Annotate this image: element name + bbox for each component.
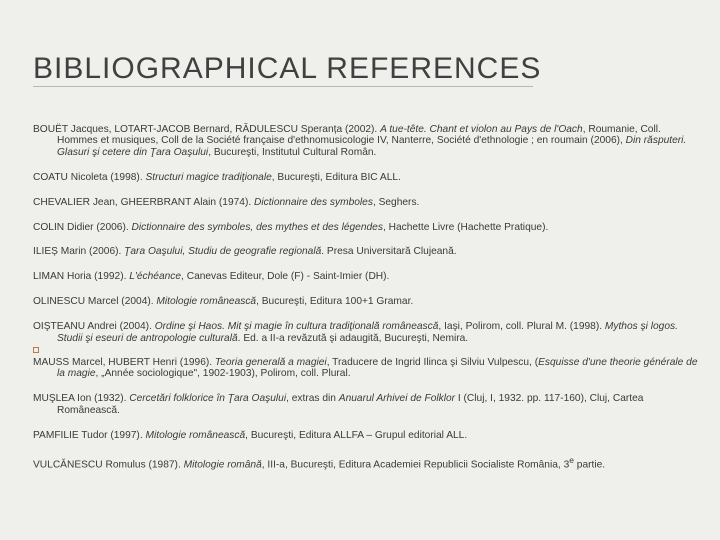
- page-title: BIBLIOGRAPHICAL REFERENCES: [33, 52, 542, 85]
- reference-item: MUŞLEA Ion (1932). Cercetări folklorice în Ţara Oaşului, extras din Anuarul Arhivei de Folklor I (Cluj, I, 1932. pp. 117-160), Cluj, Cartea Românească.: [33, 393, 644, 416]
- reference-item: COLIN Didier (2006). Dictionnaire des symboles, des mythes et des légendes, Hachette Livre (Hachette Pratique).: [33, 221, 549, 233]
- reference-item: VULCĂNESCU Romulus (1987). Mitologie română, III-a, Bucureşti, Editura Academiei Republicii Socialiste România, 3e partie.: [33, 454, 606, 470]
- reference-list: [33, 124, 699, 484]
- bullet-marker-icon: [33, 347, 39, 353]
- reference-item: COATU Nicoleta (1998). Structuri magice tradiţionale, Bucureşti, Editura BIC ALL.: [33, 171, 401, 183]
- reference-item: CHEVALIER Jean, GHEERBRANT Alain (1974). Dictionnaire des symboles, Seghers.: [33, 196, 420, 208]
- reference-item: BOUËT Jacques, LOTART-JACOB Bernard, RĂDULESCU Speranța (2002). A tue-tête. Chant et violon au Pays de l'Oach, Roumanie, Coll. Hommes et musiques, Coll de la Société française d'ethnomusicologie IV, Nanterre, Société d'ethnologie ; en roumain (2006), Din răsputeri. Glasuri şi cetere din Ţara Oaşului, Bucureşti, Institutul Cultural Român.: [33, 124, 687, 158]
- reference-item: OIŞTEANU Andrei (2004). Ordine şi Haos. Mit şi magie în cultura tradiţională românească, Iaşi, Polirom, coll. Plural M. (1998). Mythos şi logos. Studii şi eseuri de antropologie culturală. Ed. a II-a revăzută şi adaugită, Bucureşti, Nemira.: [33, 321, 678, 344]
- reference-item: LIMAN Horia (1992). L'échéance, Canevas Editeur, Dole (F) - Saint-Imier (DH).: [33, 271, 390, 283]
- title-underline: [33, 86, 533, 87]
- reference-item: MAUSS Marcel, HUBERT Henri (1996). Teoria generală a magiei, Traducere de Ingrid Ilinca şi Silviu Vulpescu, (Esquisse d'une theorie générale de la magie, „Année sociologique", 1902-1903), Polirom, coll. Plural.: [33, 356, 698, 380]
- reference-item: PAMFILIE Tudor (1997). Mitologie românească, Bucureşti, Editura ALLFA – Grupul editorial ALL.: [33, 429, 468, 441]
- reference-item: OLINESCU Marcel (2004). Mitologie românească, Bucureşti, Editura 100+1 Gramar.: [33, 296, 414, 308]
- reference-item: ILIEȘ Marin (2006). Ţara Oaşului, Studiu de geografie regională. Presa Universitară Clujeană.: [33, 246, 457, 258]
